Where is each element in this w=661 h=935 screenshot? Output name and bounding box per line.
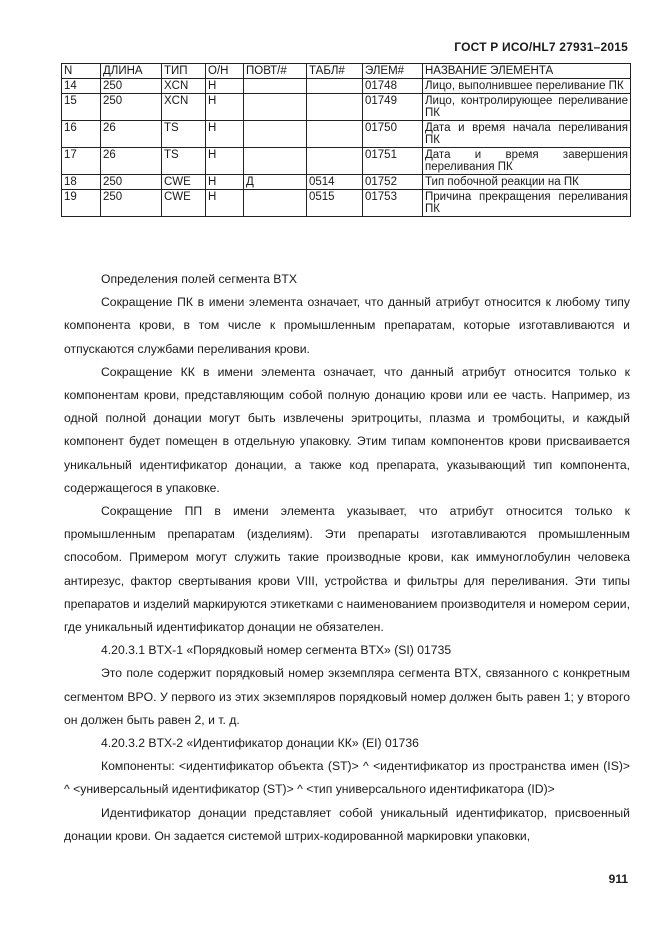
cell-n: 17	[62, 148, 101, 175]
paragraph: Сокращение ПК в имени элемента означает, что данный атрибут относится к любому типу компонента крови, в том числе к промышленным препаратам, которые изготавливаются и отпускаются службами переливания крови.	[64, 295, 630, 356]
cell-element-name: Причина прекращения переливания ПК	[423, 190, 631, 217]
cell-table: 0514	[307, 175, 363, 190]
cell-repeat: Д	[244, 175, 307, 190]
paragraph: Компоненты: <идентификатор объекта (ST)> ^ <идентификатор из пространства имен (IS)> ^ <универсальный идентификатор (ST)> ^ <тип универсального идентификатора (ID)>	[64, 759, 630, 797]
cell-repeat	[244, 148, 307, 175]
cell-type: CWE	[162, 190, 206, 217]
subsection-heading: 4.20.3.1 BTX-1 «Порядковый номер сегмента BTX» (SI) 01735	[101, 643, 452, 658]
paragraph: Это поле содержит порядковый номер экземпляра сегмента BTX, связанного с конкретным сегментом BPO. У первого из этих экземпляров порядковый номер должен быть равен 1; у второго он должен быть равен 2, и т. д.	[64, 666, 630, 727]
cell-optionality: Н	[206, 190, 244, 217]
cell-element-name: Дата и время завершения переливания ПК	[423, 148, 631, 175]
cell-element: 01748	[363, 79, 423, 94]
table-row	[62, 175, 631, 190]
segment-elements-table	[61, 63, 631, 217]
cell-optionality: Н	[206, 94, 244, 121]
cell-element: 01749	[363, 94, 423, 121]
column-header-table: ТАБЛ#	[307, 64, 363, 79]
section-heading: Определения полей сегмента BTX	[101, 272, 297, 286]
cell-n: 15	[62, 94, 101, 121]
cell-n: 19	[62, 190, 101, 217]
cell-repeat	[244, 190, 307, 217]
cell-length: 26	[101, 121, 162, 148]
column-header-type: ТИП	[162, 64, 206, 79]
cell-table	[307, 79, 363, 94]
cell-element-name: Тип побочной реакции на ПК	[423, 175, 631, 190]
table-row	[62, 94, 631, 121]
cell-type: XCN	[162, 79, 206, 94]
cell-table	[307, 148, 363, 175]
cell-type: TS	[162, 121, 206, 148]
subsection-heading: 4.20.3.2 BTX-2 «Идентификатор донации КК» (EI) 01736	[101, 736, 419, 751]
table-row	[62, 79, 631, 94]
table-row	[62, 121, 631, 148]
column-header-length: ДЛИНА	[101, 64, 162, 79]
cell-length: 250	[101, 94, 162, 121]
cell-repeat	[244, 94, 307, 121]
cell-type: TS	[162, 148, 206, 175]
cell-table	[307, 121, 363, 148]
table-header-row	[62, 64, 631, 79]
cell-table: 0515	[307, 190, 363, 217]
cell-optionality: Н	[206, 175, 244, 190]
cell-element-name: Лицо, выполнившее переливание ПК	[423, 79, 631, 94]
table-row	[62, 190, 631, 217]
paragraph: Сокращение ПП в имени элемента указывает, что атрибут относится только к промышленным препаратам (изделиям). Эти препараты изготавливаются промышленным способом. Примером могут служить такие производные крови, как иммуноглобулин человека антирезус, фактор свертывания крови VIII, устройства и фильтры для переливания. Эти типы препаратов и изделий маркируются этикетками с наименованием производителя и номером серии, где уникальный идентификатор донации не обязателен.	[64, 504, 630, 635]
cell-element: 01751	[363, 148, 423, 175]
column-header-optionality: О/Н	[206, 64, 244, 79]
cell-element: 01752	[363, 175, 423, 190]
cell-repeat	[244, 79, 307, 94]
column-header-element-name: НАЗВАНИЕ ЭЛЕМЕНТА	[423, 64, 631, 79]
cell-optionality: Н	[206, 121, 244, 148]
document-body	[64, 268, 630, 848]
document-header: ГОСТ Р ИСО/HL7 27931–2015	[454, 40, 628, 54]
cell-n: 14	[62, 79, 101, 94]
cell-element: 01750	[363, 121, 423, 148]
cell-length: 26	[101, 148, 162, 175]
cell-element-name: Лицо, контролирующее переливание ПК	[423, 94, 631, 121]
cell-type: XCN	[162, 94, 206, 121]
cell-n: 16	[62, 121, 101, 148]
column-header-element: ЭЛЕМ#	[363, 64, 423, 79]
table-row	[62, 148, 631, 175]
cell-optionality: Н	[206, 79, 244, 94]
paragraph: Идентификатор донации представляет собой уникальный идентификатор, присвоенный донации крови. Он задается системой штрих-кодированной маркировки упаковки,	[64, 805, 630, 843]
cell-length: 250	[101, 190, 162, 217]
cell-repeat	[244, 121, 307, 148]
cell-optionality: Н	[206, 148, 244, 175]
cell-element: 01753	[363, 190, 423, 217]
cell-n: 18	[62, 175, 101, 190]
cell-table	[307, 94, 363, 121]
column-header-repeat: ПОВТ/#	[244, 64, 307, 79]
cell-length: 250	[101, 175, 162, 190]
cell-element-name: Дата и время начала переливания ПК	[423, 121, 631, 148]
paragraph: Сокращение КК в имени элемента означает, что данный атрибут относится только к компонентам крови, представляющим собой полную донацию крови или ее часть. Например, из одной полной донации могут быть извлечены эритроциты, плазма и тромбоциты, и каждый компонент будет помещен в отдельную упаковку. Этим типам компонентов крови присваивается уникальный идентификатор донации, а также код препарата, указывающий тип компонента, содержащегося в упаковке.	[64, 364, 630, 495]
cell-type: CWE	[162, 175, 206, 190]
cell-length: 250	[101, 79, 162, 94]
page-number: 911	[608, 872, 628, 886]
column-header-n: N	[62, 64, 101, 79]
